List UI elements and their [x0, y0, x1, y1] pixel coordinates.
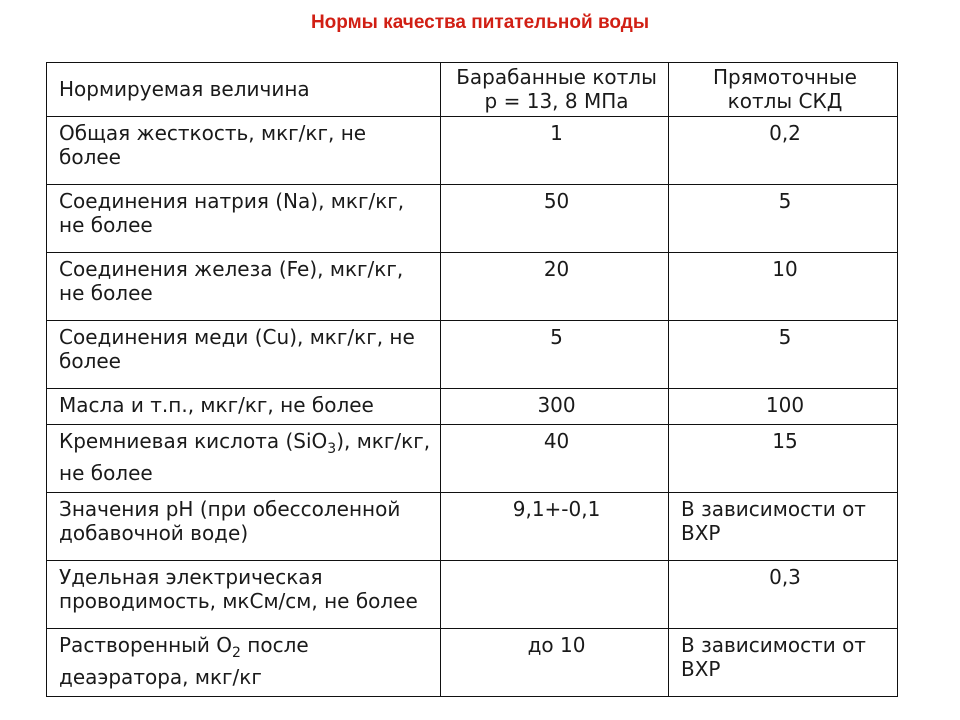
- table-row: [47, 629, 898, 697]
- row-once-value: 15: [669, 425, 898, 493]
- row-once-value: 10: [669, 253, 898, 321]
- row-parameter: Соединения меди (Cu), мкг/кг, не более: [47, 321, 441, 389]
- table-row: [47, 117, 898, 185]
- header-drum-boilers: Барабанные котлы p = 13, 8 МПа: [441, 63, 669, 117]
- row-drum-value: [441, 561, 669, 629]
- row-parameter: Значения pH (при обессоленной добавочной воде): [47, 493, 441, 561]
- row-parameter: Удельная электрическая проводимость, мкСм/см, не более: [47, 561, 441, 629]
- row-drum-value: 50: [441, 185, 669, 253]
- page-title: Нормы качества питательной воды: [310, 12, 650, 33]
- table-row: [47, 185, 898, 253]
- row-parameter: Масла и т.п., мкг/кг, не более: [47, 389, 441, 425]
- header-once-through-boilers: Прямоточные котлы СКД: [669, 63, 898, 117]
- row-once-value: В зависимости от ВХР: [669, 493, 898, 561]
- row-once-value: В зависимости от ВХР: [669, 629, 898, 697]
- row-drum-value: 5: [441, 321, 669, 389]
- table-row: [47, 253, 898, 321]
- water-quality-table: [46, 62, 898, 697]
- row-drum-value: 40: [441, 425, 669, 493]
- table-row: [47, 561, 898, 629]
- row-parameter: Соединения железа (Fe), мкг/кг, не более: [47, 253, 441, 321]
- row-once-value: 0,2: [669, 117, 898, 185]
- table-row: [47, 425, 898, 493]
- row-parameter: Общая жесткость, мкг/кг, не более: [47, 117, 441, 185]
- row-drum-value: до 10: [441, 629, 669, 697]
- row-drum-value: 20: [441, 253, 669, 321]
- row-parameter: Соединения натрия (Na), мкг/кг, не более: [47, 185, 441, 253]
- row-once-value: 5: [669, 185, 898, 253]
- row-once-value: 5: [669, 321, 898, 389]
- row-parameter: Растворенный $O_2$ после деаэратора, мкг/кг: [47, 629, 441, 697]
- row-drum-value: 9,1+-0,1: [441, 493, 669, 561]
- table-row: [47, 321, 898, 389]
- row-parameter: Кремниевая кислота (SiO$_3$), мкг/кг, не более: [47, 425, 441, 493]
- table-row: [47, 389, 898, 425]
- row-once-value: 100: [669, 389, 898, 425]
- table-header-row: [47, 63, 898, 117]
- header-parameter: Нормируемая величина: [47, 63, 441, 117]
- row-once-value: 0,3: [669, 561, 898, 629]
- row-drum-value: 1: [441, 117, 669, 185]
- row-drum-value: 300: [441, 389, 669, 425]
- table-row: [47, 493, 898, 561]
